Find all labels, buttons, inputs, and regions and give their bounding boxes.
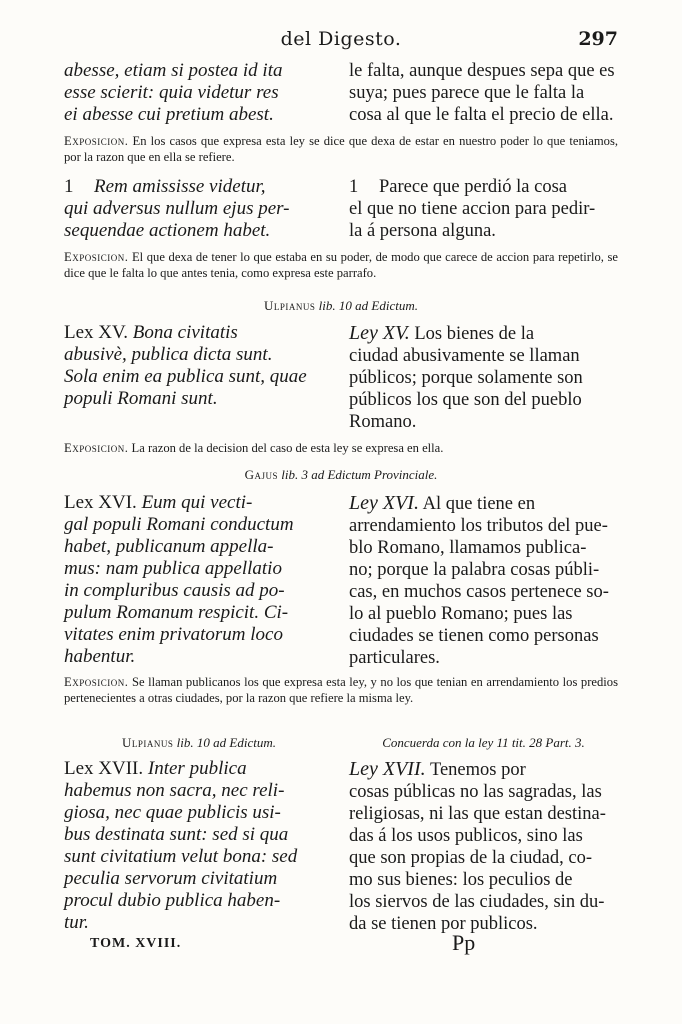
latin-line: gal populi Romani conductum [64,514,294,535]
spanish-line: el que no tiene accion para pedir- [349,199,596,219]
volume-mark: TOM. XVIII. [90,936,182,951]
lex-17 [64,758,618,936]
section-number: 1 [64,176,74,197]
latin-column [64,60,334,126]
lex-number: Lex XV. [64,322,129,343]
spanish-column [349,492,618,669]
latin-line: habentur. [64,646,136,667]
exposicion-note [64,440,618,456]
spanish-line: cosa al que le falta el precio de ella. [349,105,614,125]
latin-line: bus destinata sunt: sed si qua [64,824,289,845]
spanish-line: Al que tiene en [422,494,536,514]
spanish-line: públicos; porque solamente son [349,368,583,388]
latin-line: tur. [64,912,89,933]
spanish-line: públicos los que son del pueblo [349,390,582,410]
source-reference: lib. 10 ad Edictum. [318,298,418,313]
continuation-block [64,60,618,126]
latin-line: procul dubio publica haben- [64,890,281,911]
spanish-line: la á persona alguna. [349,221,496,241]
exposicion-text: En los casos que expresa esta ley se dice que dexa de estar en nuestro poder lo que teniamos, por la razon que en ella se refiere. [64,134,618,164]
source-reference: lib. 3 ad Edictum Provinciale. [281,467,438,482]
latin-line: giosa, nec quae publicis usi- [64,802,281,823]
source-reference: lib. 10 ad Edictum. [176,735,276,750]
spanish-line: blo Romano, llamamos publica- [349,538,587,558]
spanish-line: no; porque la palabra cosas públi- [349,560,600,580]
running-head: del Digesto. [280,28,402,50]
signature-mark: Pp [452,930,476,955]
latin-line: vitates enim privatorum loco [64,624,283,645]
spanish-line: mo sus bienes: los peculios de [349,870,573,890]
exposicion-text: El que dexa de tener lo que estaba en su poder, de modo que carece de accion para repetirlo, se dice que le falta lo que antes tenia, como expresa este parrafo. [64,250,618,280]
spanish-line: los siervos de las ciudades, sin du- [349,892,605,912]
latin-line: pulum Romanum respicit. Ci- [64,602,289,623]
latin-line: Eum qui vecti- [141,492,253,513]
latin-column [64,322,334,410]
spanish-line: Parece que perdió la cosa [379,177,567,197]
spanish-line: cas, en muchos casos pertenece so- [349,582,609,602]
ley-number: Ley XV. [349,322,410,344]
source-citation [0,298,682,314]
lex-number: Lex XVII. [64,758,144,779]
latin-line: abesse, etiam si postea id ita [64,60,283,81]
exposicion-text: Se llaman publicanos los que expresa esta ley, y no los que tenian en arrendamiento los predios pertenecientes a otras ciudades, por la razon que refiere la misma ley. [64,675,618,705]
latin-column [64,758,334,934]
spanish-line: arrendamiento los tributos del pue- [349,516,608,536]
source-author: Ulpianus [122,735,174,750]
spanish-line: da se tienen por publicos. [349,914,538,934]
lex-15 [64,322,618,434]
latin-column [64,492,334,668]
exposicion-label: Exposicion. [64,675,129,689]
spanish-line: religiosas, ni las que estan destina- [349,804,606,824]
spanish-line: cosas públicas no las sagradas, las [349,782,602,802]
spanish-line: particulares. [349,648,440,668]
exposicion-note [64,133,618,165]
spanish-line: Tenemos por [429,760,526,780]
page-number: 297 [578,28,618,50]
section-1 [64,176,618,242]
section-number: 1 [349,177,359,197]
latin-line: mus: nam publica appellatio [64,558,282,579]
latin-column [64,176,334,242]
exposicion-label: Exposicion. [64,134,129,148]
latin-line: peculia servorum civitatium [64,868,278,889]
lex-number: Lex XVI. [64,492,137,513]
latin-line: sequendae actionem habet. [64,220,271,241]
page-header [64,28,618,54]
latin-line: habet, publicanum appella- [64,536,274,557]
latin-line: Inter publica [147,758,247,779]
latin-line: populi Romani sunt. [64,388,218,409]
exposicion-note [64,674,618,706]
source-citation [0,467,682,483]
spanish-line: ciudad abusivamente se llaman [349,346,580,366]
latin-line: in compluribus causis ad po- [64,580,285,601]
source-author: Gajus [244,467,278,482]
latin-line: habemus non sacra, nec reli- [64,780,285,801]
latin-line: esse scierit: quia videtur res [64,82,279,103]
ley-number: Ley XVII. [349,758,426,780]
lex-16 [64,492,618,670]
spanish-line: le falta, aunque despues sepa que es [349,61,615,81]
spanish-column [349,60,618,126]
spanish-line: que son propias de la ciudad, co- [349,848,592,868]
latin-line: ei abesse cui pretium abest. [64,104,274,125]
source-citation [64,735,334,751]
spanish-line: suya; pues parece que le falta la [349,83,585,103]
exposicion-label: Exposicion. [64,441,129,455]
spanish-column [349,176,618,242]
latin-line: sunt civitatium velut bona: sed [64,846,298,867]
latin-line: Rem amississe videtur, [94,176,266,197]
concordance-note [349,735,618,751]
source-author: Ulpianus [264,298,316,313]
spanish-line: ciudades se tienen como personas [349,626,599,646]
spanish-line: Romano. [349,412,417,432]
ley-number: Ley XVI. [349,492,419,514]
spanish-line: das á los usos publicos, sino las [349,826,583,846]
latin-line: Sola enim ea publica sunt, quae [64,366,307,387]
exposicion-note [64,249,618,281]
spanish-column [349,322,618,433]
spanish-column [349,758,618,935]
latin-line: abusivè, publica dicta sunt. [64,344,273,365]
spanish-line: Los bienes de la [414,324,535,344]
latin-line: qui adversus nullum ejus per- [64,198,290,219]
concordance-text: Concuerda con la ley 11 tit. 28 Part. 3. [382,735,585,750]
spanish-line: lo al pueblo Romano; pues las [349,604,573,624]
exposicion-text: La razon de la decision del caso de esta ley se expresa en ella. [131,441,444,455]
latin-line: Bona civitatis [132,322,238,343]
exposicion-label: Exposicion. [64,250,129,264]
